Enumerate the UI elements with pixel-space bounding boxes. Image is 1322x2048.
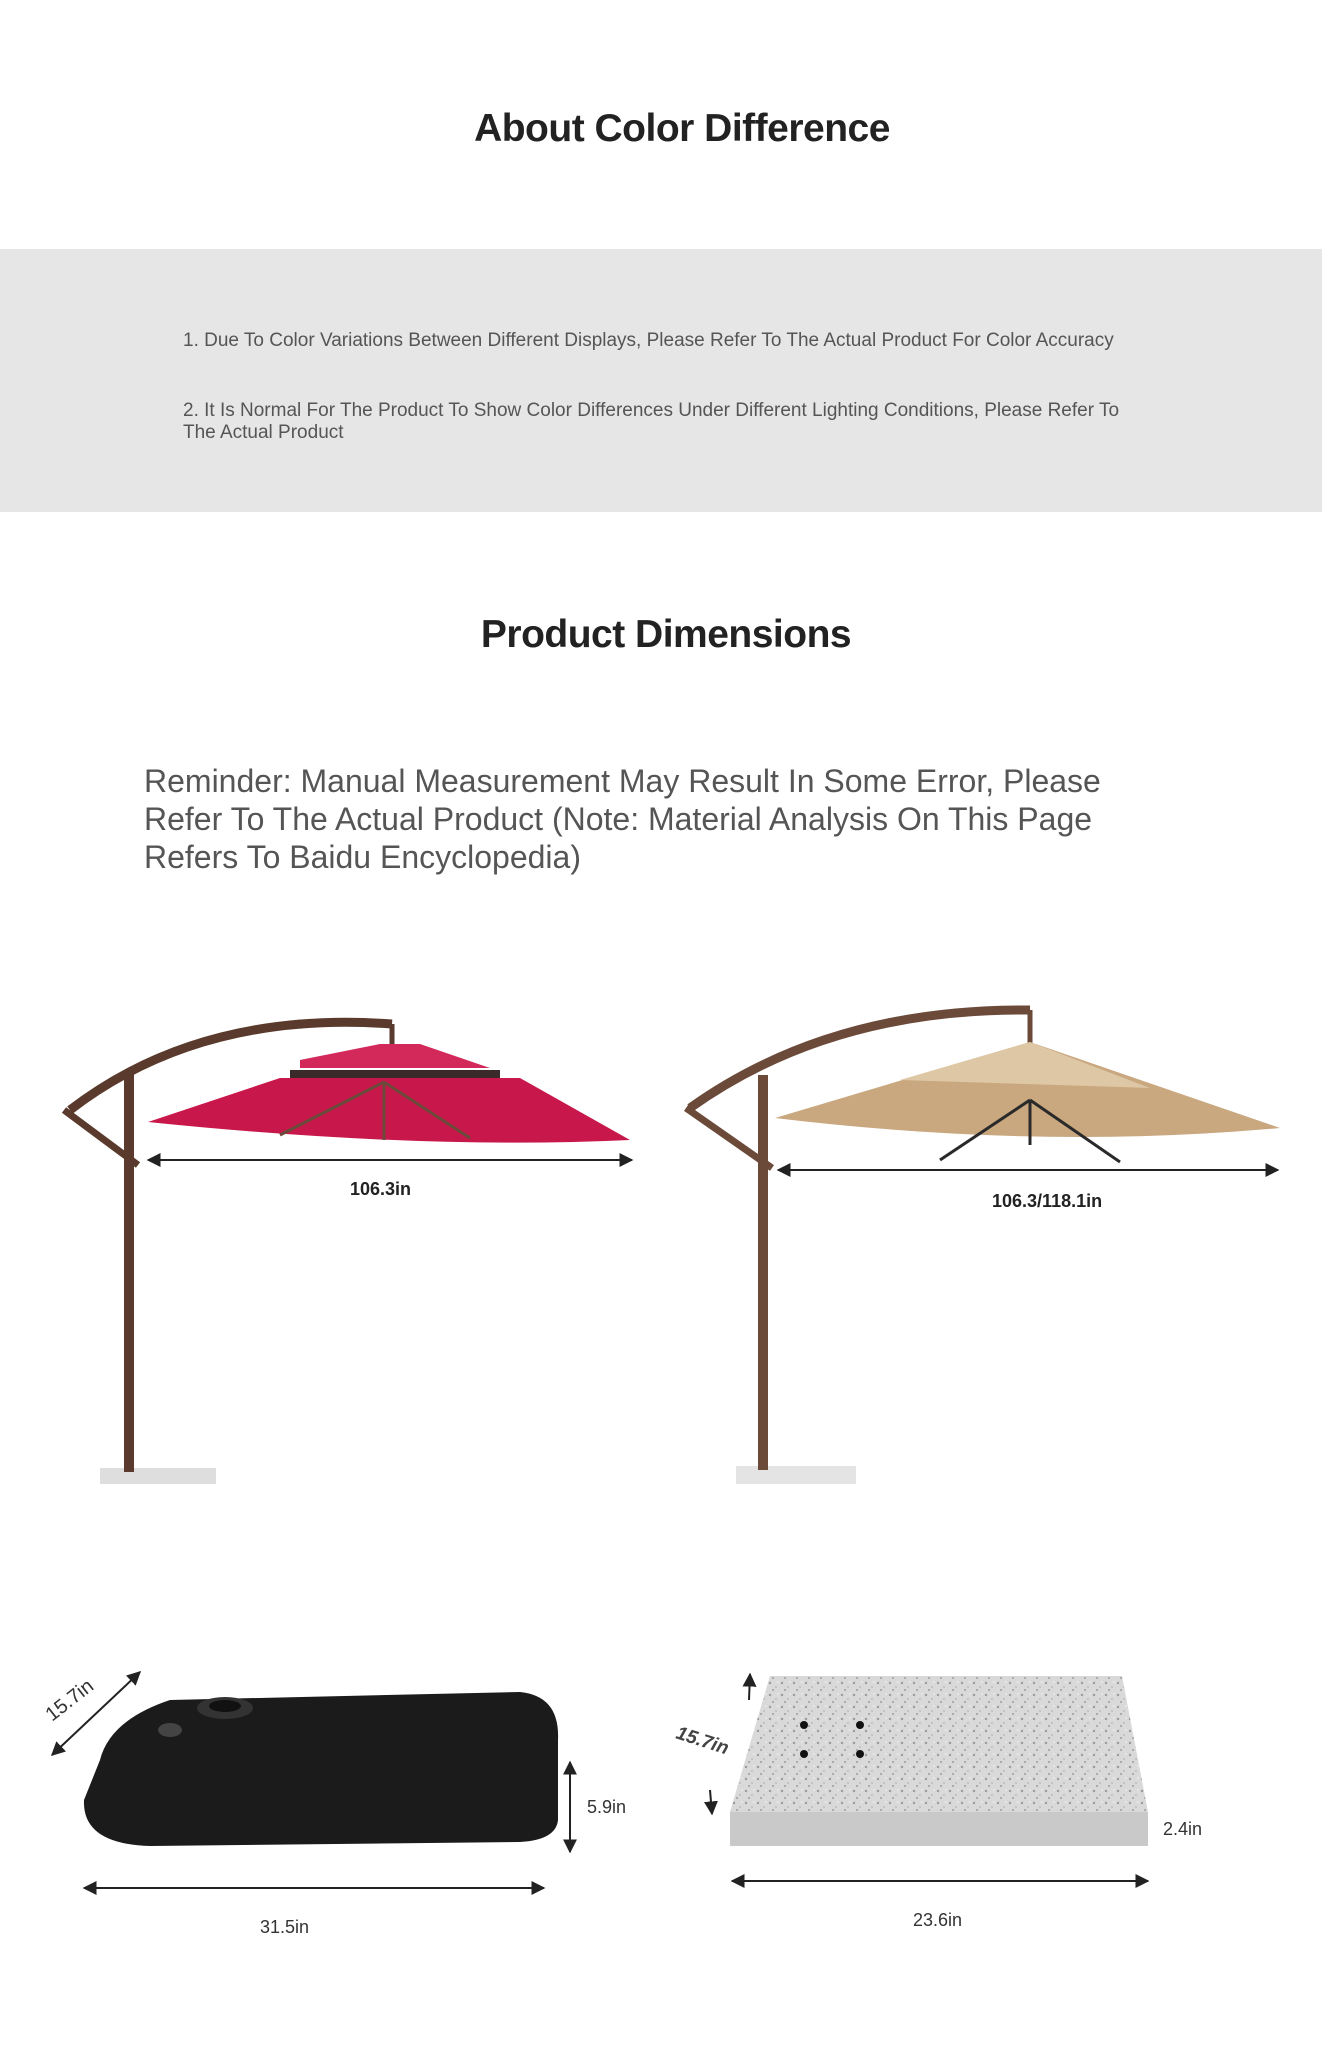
red-umbrella-image — [64, 1022, 630, 1484]
measurement-reminder: Reminder: Manual Measurement May Result In Some Error, Please Refer To The Actual Product (Note: Material Analysis On This Page Refers To Baidu Encyclopedia) — [144, 763, 1101, 875]
color-note-2: 2. It Is Normal For The Product To Show Color Differences Under Different Lighting Conditions, Please Refer To The Actual Product — [183, 400, 1120, 443]
khaki-umbrella-image — [686, 1010, 1280, 1484]
stone-base-length-label: 23.6in — [913, 1910, 963, 1930]
plastic-base-depth-label: 15.7in — [41, 1675, 99, 1726]
khaki-umbrella-width-label: 106.3/118.1in — [992, 1191, 1103, 1211]
stone-base-image — [730, 1676, 1148, 1846]
plastic-base-image — [84, 1692, 558, 1846]
color-note-1: 1. Due To Color Variations Between Different Displays, Please Refer To The Actual Product For Color Accuracy — [183, 330, 1114, 351]
stone-base-height-label: 2.4in — [1163, 1819, 1203, 1839]
color-difference-title: About Color Difference — [474, 107, 890, 150]
plastic-base-height-label: 5.9in — [587, 1797, 627, 1817]
red-umbrella-width-label: 106.3in — [350, 1179, 412, 1199]
product-dimensions-title: Product Dimensions — [480, 613, 852, 656]
plastic-base-length-label: 31.5in — [260, 1917, 310, 1937]
stone-base-depth-label: 15.7in — [673, 1722, 732, 1760]
